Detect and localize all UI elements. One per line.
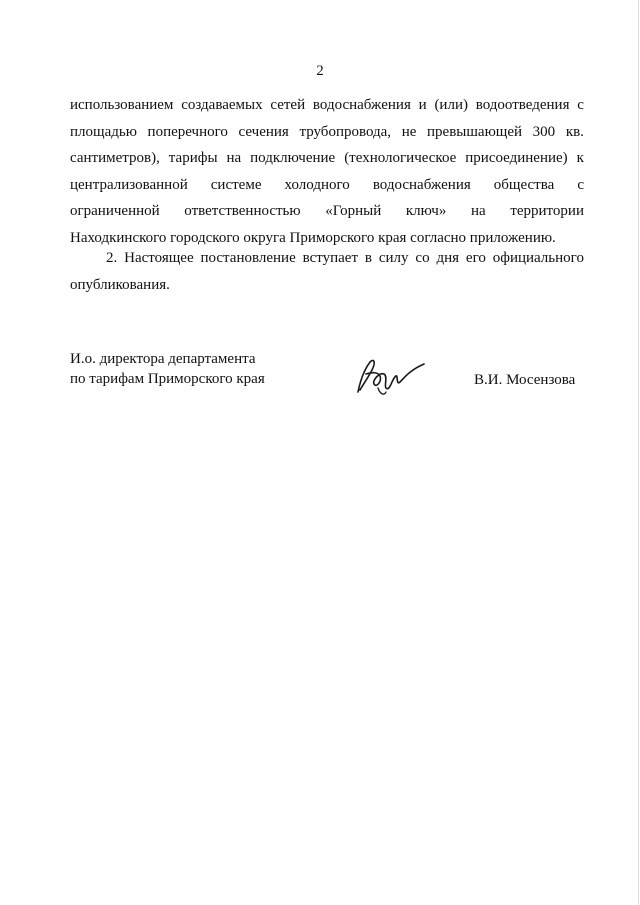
word: к [576,150,584,166]
word: (или) [434,97,468,113]
word: сечения [238,123,289,140]
text-line [70,198,584,225]
word: площадью [70,123,137,140]
word: на [226,150,242,166]
word: кв. [565,123,584,140]
word: (технологическое [344,150,457,166]
text-line [70,272,584,299]
word: территории [510,203,584,219]
word: с [577,97,584,113]
word: 2. [106,250,118,266]
word: ключ» [405,203,447,219]
paragraph-2 [70,245,584,298]
word: централизованной [70,176,188,193]
text-line [70,145,584,172]
word: превышающей [427,123,523,140]
handwritten-signature [350,352,430,398]
word: сетей [270,97,306,113]
word: водоснабжения [312,97,411,113]
word: поперечного [147,123,228,140]
word: использованием [70,97,174,113]
word: подключение [250,150,336,166]
word: сантиметров), [70,150,160,166]
word: с [577,176,584,193]
paragraph-1 [70,92,584,251]
word: постановление [200,250,296,266]
word: водоотведения [475,97,570,113]
text-line [70,92,584,119]
word: присоединение) [465,150,568,166]
word: ограниченной [70,203,160,219]
word: вступает [302,250,359,266]
scan-edge [638,0,639,905]
signatory-title [70,349,265,389]
word: холодного [284,176,350,193]
word: и [418,97,427,113]
word: со [415,250,430,266]
word: общества [493,176,555,193]
word: опубликования. [70,276,170,293]
signatory-title-line: И.о. директора департамента [70,351,256,367]
word: Находкинского городского округа Приморского края согласно приложению. [70,229,556,246]
word: 300 [532,123,556,140]
page-number: 2 [316,63,324,79]
text-line [70,172,584,199]
word: Настоящее [124,250,194,266]
text-line [70,119,584,146]
word: системе [210,176,262,193]
word: создаваемых [181,97,263,113]
word: тарифы [168,150,218,166]
signatory-name: В.И. Мосензова [474,372,576,388]
word: трубопровода, [299,123,392,140]
signatory-title-line: по тарифам Приморского края [70,371,265,387]
word: не [401,123,417,140]
word: дня [436,250,460,266]
word: «Горный [325,203,382,219]
word: его [465,250,486,266]
word: ответственностью [184,203,301,219]
word: на [470,203,486,219]
word: силу [378,250,409,266]
text-line [70,245,584,272]
word: официального [492,250,584,266]
word: в [364,250,372,266]
word: водоснабжения [372,176,471,193]
